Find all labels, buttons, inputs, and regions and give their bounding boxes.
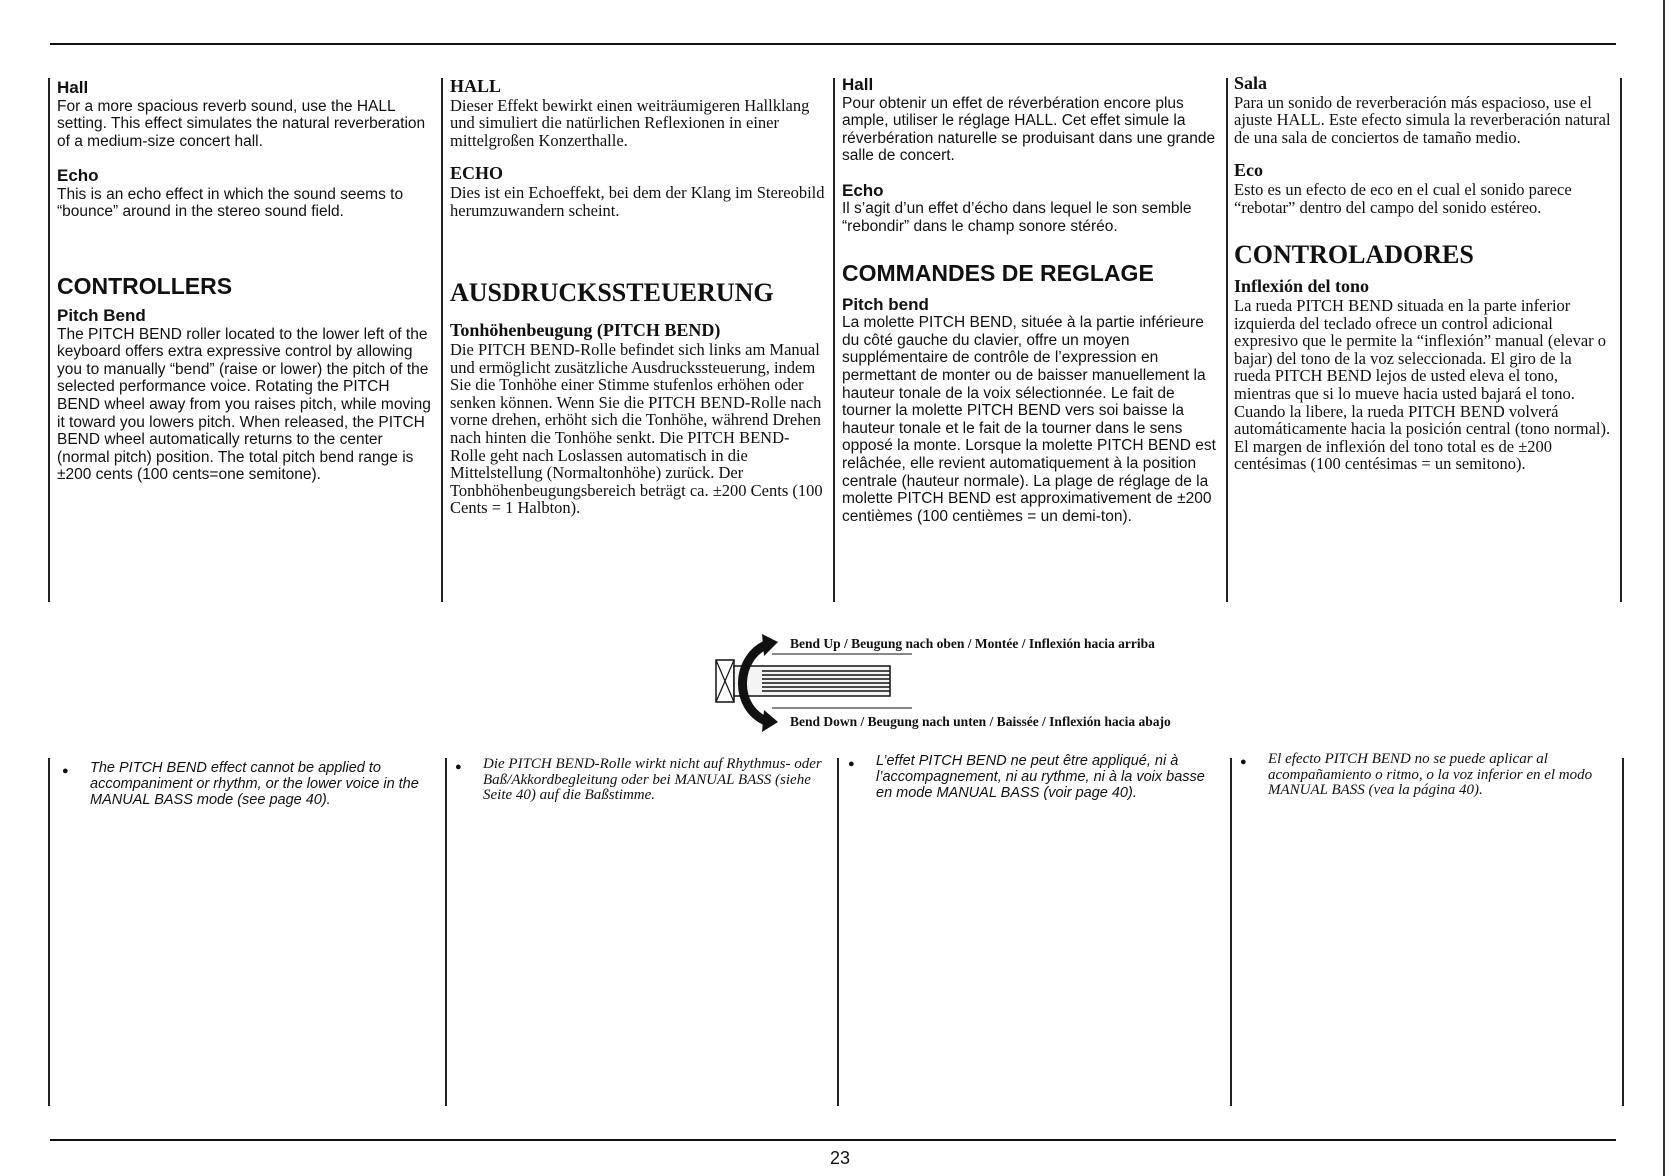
bottom-rule <box>50 1139 1616 1141</box>
section-title: AUSDRUCKSSTEUERUNG <box>450 278 774 308</box>
echo-text: This is an echo effect in which the sound seems to “bounce” around in the stereo sound field. <box>57 185 404 221</box>
hall-text: Dieser Effekt bewirkt einen weiträumigeren Hallklang und simuliert die natürlichen Reflexionen in einer mittelgroßen Konzerthalle. <box>450 95 810 150</box>
note-german <box>455 757 825 804</box>
section-title: CONTROLLERS <box>57 273 233 300</box>
note-french <box>848 753 1218 801</box>
pitch-bend-text: Die PITCH BEND-Rolle befindet sich links am Manual und ermöglicht zusätzliche Ausdruckssteuerung, indem Sie die Tonhöhe einer Stimme stufenlos erhöhen oder senken können. Wenn Sie die PITCH BEND-Rolle nach vorne drehen, erhöht sich die Tonhöhe, während Drehen nach hinten die Tonhöhe senkt. Die PITCH BEND-Rolle geht nach Loslassen automatisch in die Mittelstellung (Normaltonhöhe) zurück. Der Tonbhöhenbeugungsbereich beträgt ca. ±200 Cents (100 Cents = 1 Halbton). <box>450 340 823 518</box>
bullet-icon: ● <box>1240 756 1247 768</box>
note-text: L’effet PITCH BEND ne peut être appliqué, ni à l’accompagnement, ni au rythme, ni à la voix basse en mode MANUAL BASS (voir page 40). <box>876 753 1205 801</box>
note-english <box>62 760 432 808</box>
bullet-icon: ● <box>848 758 855 770</box>
right-edge-line <box>1663 0 1665 1176</box>
left-margin-rule-upper <box>48 78 50 602</box>
pitch-bend-text: La molette PITCH BEND, située à la partie inférieure du côté gauche du clavier, offre un moyen supplémentaire de contrôle de l’expression en permettant de monter ou de baisser manuellement la hauteur tonale de la voix sélectionnée. Le fait de tourner la molette PITCH BEND vers soi baisse la hauteur tonale et le fait de la tourner dans le sens opposé la monte. Lorsque la molette PITCH BEND est relâchée, elle revient automatiquement à la position centrale (hauteur normale). La plage de réglage de la molette PITCH BEND est approximativement de ±200 centièmes (100 centièmes = un demi-ton). <box>842 314 1216 525</box>
column-divider-lower-3 <box>1230 758 1232 1106</box>
echo-text: Il s’agit d’un effet d’écho dans lequel le son semble “rebondir” dans le champ sonore stéréo. <box>842 200 1192 236</box>
pitch-bend-heading: Tonhöhenbeugung (PITCH BEND) <box>450 320 721 341</box>
hall-heading: Hall <box>842 75 874 94</box>
echo-text: Dies ist ein Echoeffekt, bei dem der Klang im Stereobild herumzuwandern scheint. <box>450 183 825 220</box>
page-number: 23 <box>829 1148 851 1168</box>
echo-text: Esto es un efecto de eco en el cual el sonido parece “rebotar” dentro del campo del sonido estéreo. <box>1234 180 1572 217</box>
right-margin-rule-lower <box>1622 758 1624 1106</box>
column-divider-lower-2 <box>837 758 839 1106</box>
note-text: El efecto PITCH BEND no se puede aplicar al acompañamiento o ritmo, o la voz inferior en el modo MANUAL BASS (vea la página 40). <box>1268 751 1593 798</box>
pitch-bend-text: La rueda PITCH BEND situada en la parte inferior izquierda del teclado ofrece un control adicional expresivo que le permite la “inflexión” manual (elevar o bajar) del tono de la voz seleccionada. El giro de la rueda PITCH BEND lejos de usted eleva el tono, mientras que si lo mueve hacia usted bajará el tono. Cuando la libere, la rueda PITCH BEND volverá automáticamente hacia la posición central (tono normal). El margen de inflexión del tono total es de ±200 centésimas (100 centésimas = un semitono). <box>1234 296 1611 474</box>
column-divider-upper-1 <box>441 78 443 602</box>
column-german <box>450 76 825 517</box>
hall-text: Para un sonido de reverberación más espacioso, use el ajuste HALL. Este efecto simula la reverberación natural de una sala de conciertos de tamaño medio. <box>1234 92 1611 147</box>
column-english <box>57 78 435 484</box>
note-spanish <box>1240 752 1610 799</box>
hall-heading: HALL <box>450 76 502 96</box>
hall-text: For a more spacious reverb sound, use the HALL setting. This effect simulates the natural reverberation of a medium-size concert hall. <box>57 97 426 150</box>
bend-down-label: Bend Down / Beugung nach unten / Baissée / Inflexión hacia abajo <box>790 714 1171 729</box>
pitch-bend-heading: Pitch bend <box>842 294 929 314</box>
section-title: COMMANDES DE REGLAGE <box>842 259 1154 286</box>
right-margin-rule-upper <box>1620 78 1622 602</box>
hall-heading: Sala <box>1234 73 1268 93</box>
pitch-bend-heading: Inflexión del tono <box>1234 276 1370 297</box>
hall-heading: Hall <box>57 78 89 97</box>
arrow-up-head <box>762 634 778 656</box>
left-margin-rule-lower <box>48 758 50 1106</box>
pitch-bend-text: The PITCH BEND roller located to the lower left of the keyboard offers extra expressive control by allowing you to manually “bend” (raise or lower) the pitch of the selected performance voice. Rotating the PITCH BEND wheel away from you raises pitch, while moving it toward you lowers pitch. When released, the PITCH BEND wheel automatically returns to the center (normal pitch) position. The total pitch bend range is ±200 cents (100 cents=one semitone). <box>57 325 431 484</box>
column-divider-upper-2 <box>833 78 835 602</box>
echo-heading: Eco <box>1234 160 1263 181</box>
column-divider-upper-3 <box>1226 78 1228 602</box>
note-text: Die PITCH BEND-Rolle wirkt nicht auf Rhythmus- oder Baß/Akkordbegleitung oder bei MANUAL BASS (siehe Seite 40) auf die Baßstimme. <box>483 756 822 803</box>
hall-text: Pour obtenir un effet de réverbération encore plus ample, utiliser le réglage HALL. Cet effet simule la réverbération naturelle se produisant dans une grande salle de concert. <box>842 94 1216 165</box>
note-text: The PITCH BEND effect cannot be applied to accompaniment or rhythm, or the lower voice in the MANUAL BASS mode (see page 40). <box>90 760 419 808</box>
pitch-bend-diagram <box>712 630 1252 740</box>
column-french <box>842 75 1220 525</box>
arrow-down-head <box>762 710 778 732</box>
column-divider-lower-1 <box>445 758 447 1106</box>
bullet-icon: ● <box>62 765 69 777</box>
bend-up-label: Bend Up / Beugung nach oben / Montée / Inflexión hacia arriba <box>790 636 1155 651</box>
section-title: CONTROLADORES <box>1234 240 1474 270</box>
column-spanish <box>1234 73 1612 473</box>
top-rule <box>50 43 1616 45</box>
echo-heading: Echo <box>57 166 99 186</box>
echo-heading: Echo <box>842 180 884 200</box>
echo-heading: ECHO <box>450 163 504 184</box>
pitch-bend-heading: Pitch Bend <box>57 306 146 326</box>
bullet-icon: ● <box>455 761 462 773</box>
